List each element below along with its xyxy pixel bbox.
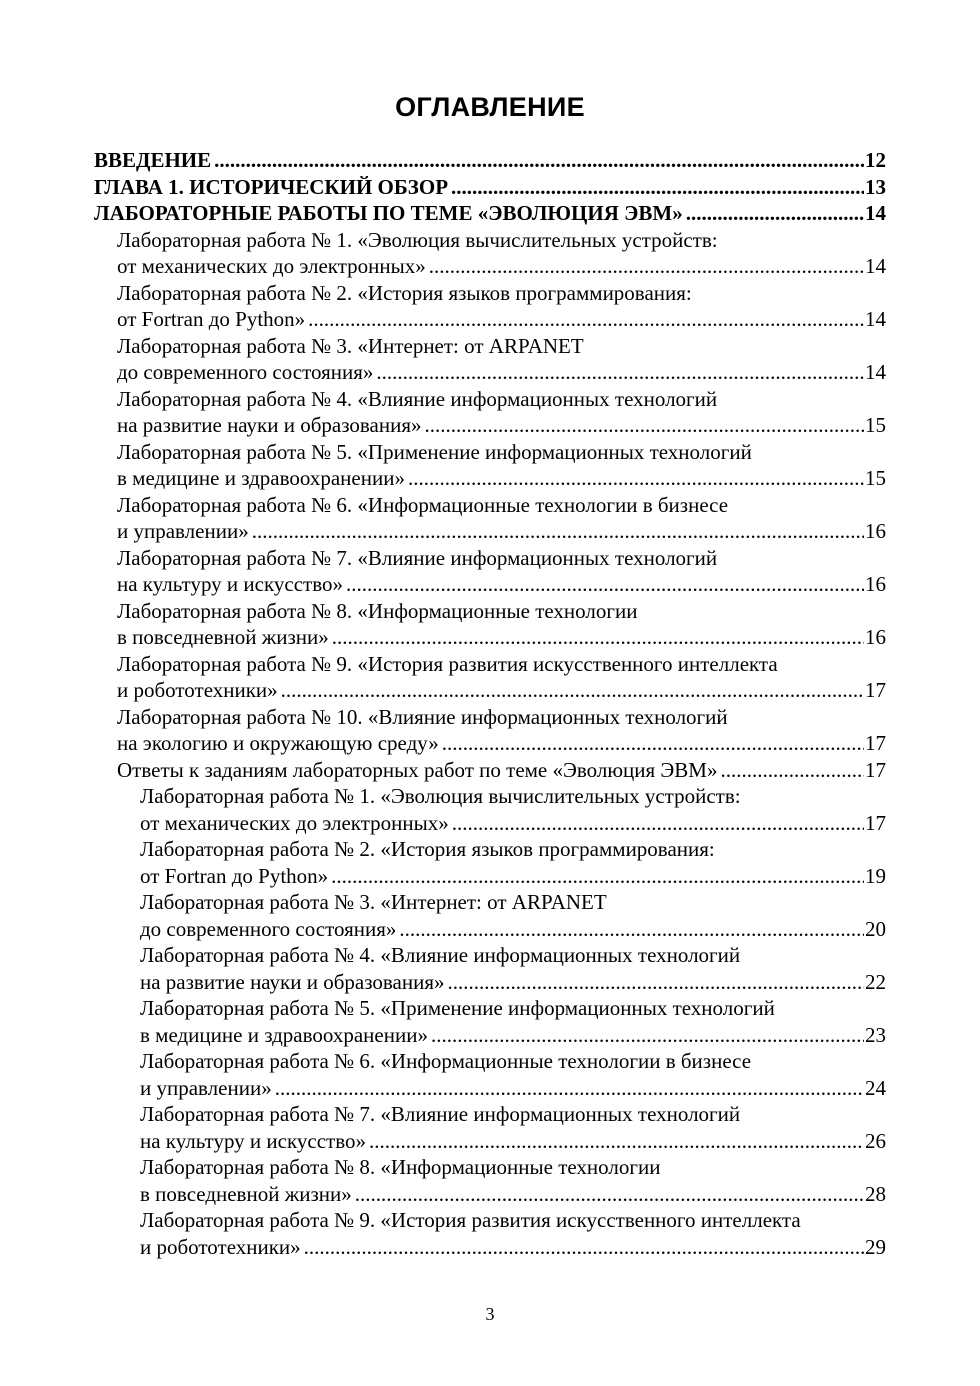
toc-entry-line [140, 916, 886, 943]
toc-entry[interactable] [94, 1207, 886, 1260]
toc-entry[interactable] [94, 333, 886, 386]
toc-entry-page: 14 [865, 254, 886, 278]
toc-entry-page: 19 [865, 863, 886, 888]
toc-entry[interactable] [94, 598, 886, 651]
toc-entry-page: 13 [865, 174, 886, 199]
toc-entry-page: 12 [865, 148, 886, 172]
toc-entry-text: в медицине и здравоохранении» [117, 466, 405, 490]
toc-entry-text: от механических до электронных» [117, 254, 426, 278]
toc-entry-line [117, 704, 886, 731]
toc-entry-page: 17 [865, 810, 886, 835]
toc-entry-text: и управлении» [117, 519, 249, 543]
dot-leader [376, 359, 864, 386]
toc-entry-text: Ответы к заданиям лабораторных работ по теме «Эволюция ЭВМ» [117, 757, 718, 782]
toc-entry-line [117, 333, 886, 360]
toc-entry[interactable] [94, 651, 886, 704]
dot-leader [331, 863, 864, 890]
toc-entry-text: в повседневной жизни» [140, 1181, 352, 1206]
toc-entry-line [140, 836, 886, 863]
toc-entry-line [140, 889, 886, 916]
dot-leader [448, 969, 864, 996]
dot-leader [429, 253, 864, 280]
page-title: ОГЛАВЛЕНИЕ [395, 92, 585, 122]
toc-entry-text: от Fortran до Python» [140, 863, 329, 888]
toc-entry[interactable] [94, 492, 886, 545]
toc-entry-text: на экологию и окружающую среду» [117, 731, 439, 755]
toc-entry-text: и робототехники» [117, 678, 278, 702]
toc-entry-line [140, 810, 886, 837]
toc-entry-text: в повседневной жизни» [117, 625, 329, 649]
toc-entry-text: до современного состояния» [140, 916, 397, 941]
dot-leader [452, 810, 864, 837]
toc-entry-line [140, 1128, 886, 1155]
toc-entry-line [117, 757, 886, 784]
toc-entry-text: Лабораторная работа № 4. «Влияние информационных технологий [140, 943, 741, 967]
toc-entry-text: Лабораторная работа № 3. «Интернет: от ARPANET [117, 333, 584, 358]
toc-entry[interactable] [94, 227, 886, 280]
toc-entry-line [117, 545, 886, 572]
toc-entry-page: 26 [865, 1128, 886, 1153]
toc-entry-line [140, 1075, 886, 1102]
toc-entry-text: Лабораторная работа № 6. «Информационные технологии в бизнесе [140, 1049, 752, 1073]
toc-entry-line [117, 651, 886, 678]
dot-leader [399, 916, 864, 943]
toc-entry-text: Лабораторная работа № 5. «Применение информационных технологий [117, 439, 752, 464]
toc-entry-text: в медицине и здравоохранении» [140, 1022, 428, 1047]
toc-entry-line [94, 200, 886, 227]
toc-entry-page: 14 [865, 307, 886, 331]
toc-entry-text: Лабораторная работа № 8. «Информационные технологии [140, 1155, 661, 1179]
toc-entry[interactable] [94, 995, 886, 1048]
toc-entry-text: Лабораторная работа № 10. «Влияние информационных технологий [117, 704, 728, 729]
toc-entry-line [117, 412, 886, 439]
dot-leader [720, 757, 864, 784]
toc-entry[interactable] [94, 147, 886, 174]
toc-entry-text: и робототехники» [140, 1234, 301, 1259]
dot-leader [304, 1234, 864, 1261]
toc-entry-page: 17 [865, 757, 886, 782]
toc-entry-text: от Fortran до Python» [117, 307, 306, 331]
toc-entry-text: Лабораторная работа № 2. «История языков программирования: [117, 280, 692, 305]
toc-entry-line [117, 306, 886, 333]
dot-leader [451, 174, 864, 201]
dot-leader [425, 412, 864, 439]
toc-entry[interactable] [94, 174, 886, 201]
toc-entry-line [140, 969, 886, 996]
dot-leader [275, 1075, 864, 1102]
toc-entry-line [140, 1101, 886, 1128]
toc-entry-text: Лабораторная работа № 8. «Информационные технологии [117, 598, 638, 623]
toc-entry-line [140, 1048, 886, 1075]
toc-entry-text: ВВЕДЕНИЕ [94, 148, 212, 172]
toc-entry[interactable] [94, 439, 886, 492]
dot-leader [252, 518, 864, 545]
toc-entry-text: Лабораторная работа № 2. «История языков программирования: [140, 837, 715, 861]
toc-entry-text: ЛАБОРАТОРНЫЕ РАБОТЫ ПО ТЕМЕ «ЭВОЛЮЦИЯ ЭВМ» [94, 201, 683, 225]
table-of-contents [94, 147, 886, 1260]
toc-entry-line [117, 359, 886, 386]
toc-entry-line [140, 1234, 886, 1261]
toc-entry-page: 20 [865, 916, 886, 941]
toc-entry-text: Лабораторная работа № 4. «Влияние информационных технологий [117, 386, 718, 411]
toc-entry[interactable] [94, 280, 886, 333]
toc-entry[interactable] [94, 1154, 886, 1207]
toc-entry[interactable] [94, 1048, 886, 1101]
dot-leader [431, 1022, 864, 1049]
toc-entry-line [117, 571, 886, 598]
toc-entry-line [117, 439, 886, 466]
toc-entry-line [117, 386, 886, 413]
toc-entry[interactable] [94, 545, 886, 598]
dot-leader [369, 1128, 864, 1155]
toc-entry-page: 15 [865, 413, 886, 437]
toc-entry-page: 16 [865, 625, 886, 649]
dot-leader [355, 1181, 864, 1208]
toc-entry-text: на культуру и искусство» [117, 572, 343, 596]
toc-entry-text: Лабораторная работа № 5. «Применение информационных технологий [140, 996, 775, 1020]
toc-entry-line [117, 598, 886, 625]
dot-leader [346, 571, 864, 598]
toc-entry-text: Лабораторная работа № 7. «Влияние информационных технологий [140, 1102, 741, 1126]
toc-entry-text: Лабораторная работа № 1. «Эволюция вычислительных устройств: [140, 784, 741, 808]
toc-entry-text: Лабораторная работа № 9. «История развития искусственного интеллекта [140, 1208, 801, 1232]
toc-entry[interactable] [94, 783, 886, 836]
toc-entry-page: 15 [865, 466, 886, 490]
toc-entry-text: до современного состояния» [117, 360, 374, 384]
dot-leader [408, 465, 864, 492]
toc-entry-line [117, 492, 886, 519]
toc-entry-line [117, 227, 886, 254]
toc-entry-line [117, 518, 886, 545]
dot-leader [308, 306, 864, 333]
dot-leader [442, 730, 864, 757]
toc-entry-text: Лабораторная работа № 9. «История развития искусственного интеллекта [117, 651, 778, 676]
toc-entry-page: 24 [865, 1075, 886, 1100]
toc-entry-page: 14 [865, 360, 886, 384]
toc-entry-line [140, 1181, 886, 1208]
page-number: 3 [485, 1304, 495, 1324]
toc-entry-line [117, 624, 886, 651]
toc-entry-line [140, 942, 886, 969]
dot-leader [281, 677, 864, 704]
toc-entry-page: 28 [865, 1181, 886, 1206]
toc-entry[interactable] [94, 889, 886, 942]
toc-entry-line [117, 677, 886, 704]
toc-entry[interactable] [94, 704, 886, 757]
toc-entry[interactable] [94, 836, 886, 889]
toc-entry-line [117, 730, 886, 757]
toc-entry[interactable] [94, 200, 886, 227]
toc-entry-line [140, 1022, 886, 1049]
toc-entry-text: и управлении» [140, 1075, 272, 1100]
toc-entry-line [94, 147, 886, 174]
toc-entry-text: от механических до электронных» [140, 810, 449, 835]
toc-entry-page: 29 [865, 1234, 886, 1259]
toc-entry-text: Лабораторная работа № 3. «Интернет: от ARPANET [140, 890, 607, 914]
toc-entry-page: 14 [865, 201, 886, 225]
toc-entry-text: Лабораторная работа № 1. «Эволюция вычислительных устройств: [117, 227, 718, 252]
toc-entry-line [140, 1207, 886, 1234]
toc-entry-page: 17 [865, 731, 886, 755]
dot-leader [214, 147, 864, 174]
toc-entry-text: Лабораторная работа № 6. «Информационные технологии в бизнесе [117, 492, 729, 517]
toc-entry-page: 16 [865, 572, 886, 596]
toc-entry-line [117, 280, 886, 307]
dot-leader [686, 200, 864, 227]
toc-entry-line [117, 253, 886, 280]
toc-entry[interactable] [94, 757, 886, 784]
dot-leader [332, 624, 864, 651]
toc-entry-page: 17 [865, 678, 886, 702]
toc-entry-text: на развитие науки и образования» [140, 969, 445, 994]
toc-entry-line [140, 783, 886, 810]
toc-entry-line [94, 174, 886, 201]
toc-entry-page: 23 [865, 1022, 886, 1047]
toc-entry[interactable] [94, 386, 886, 439]
toc-entry-text: на культуру и искусство» [140, 1128, 366, 1153]
toc-entry[interactable] [94, 1101, 886, 1154]
toc-entry-line [117, 465, 886, 492]
toc-entry-line [140, 995, 886, 1022]
toc-entry-line [140, 863, 886, 890]
toc-entry-text: ГЛАВА 1. ИСТОРИЧЕСКИЙ ОБЗОР [94, 174, 449, 199]
toc-entry[interactable] [94, 942, 886, 995]
toc-entry-text: Лабораторная работа № 7. «Влияние информационных технологий [117, 545, 718, 570]
toc-entry-line [140, 1154, 886, 1181]
toc-entry-page: 16 [865, 519, 886, 543]
toc-entry-page: 22 [865, 969, 886, 994]
toc-entry-text: на развитие науки и образования» [117, 413, 422, 437]
